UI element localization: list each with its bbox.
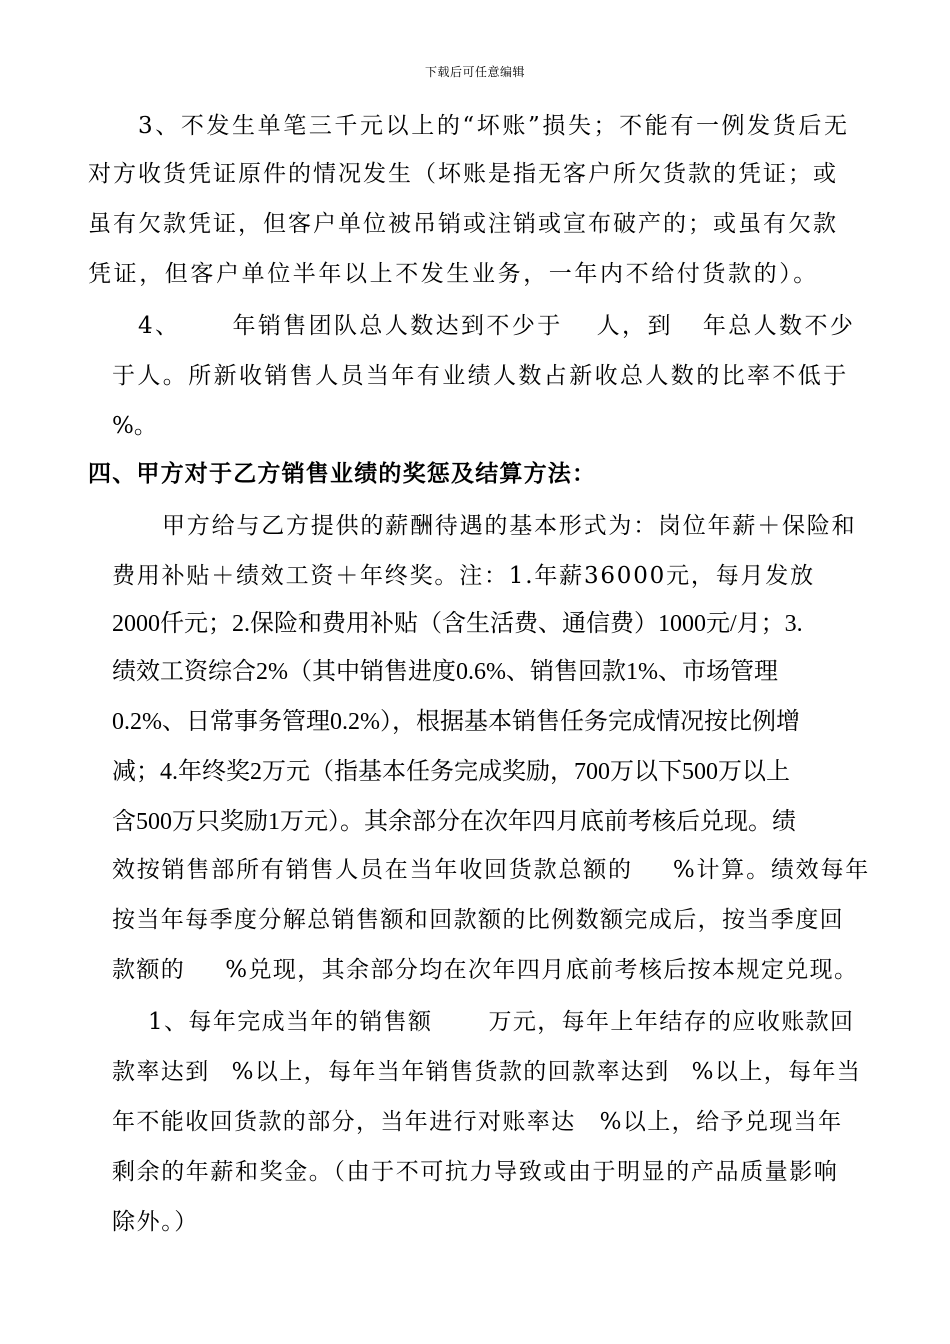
item1-line4: 剩余的年薪和奖金。（由于不可抗力导致或由于明显的产品质量影响	[112, 1159, 839, 1185]
para-line1: 甲方给与乙方提供的薪酬待遇的基本形式为：岗位年薪＋保险和	[162, 513, 857, 539]
item4-text-c: 年总人数不少	[702, 313, 856, 339]
item1-line2-b: %以上，每年当年销售货款的回款率达到	[231, 1059, 670, 1085]
item3-line4: 凭证，但客户单位半年以上不发生业务，一年内不给付货款的）。	[88, 261, 819, 287]
item1-line2-c: %以上，每年当	[691, 1059, 862, 1085]
para-line10	[112, 954, 858, 986]
para-line4: 绩效工资综合2%（其中销售进度0.6%、销售回款1%、市场管理	[112, 659, 778, 685]
item4-line1	[138, 310, 855, 342]
item3-line1: 3、不发生单笔三千元以上的“坏账”损失；不能有一例发货后无	[138, 113, 850, 139]
para-line9: 按当年每季度分解总销售额和回款额的比例数额完成后，按当季度回	[112, 907, 844, 933]
para-line8	[112, 854, 870, 886]
item4-line2: 于人。所新收销售人员当年有业绩人数占新收总人数的比率不低于	[112, 363, 849, 389]
page-header: 下载后可任意编辑	[424, 65, 525, 79]
para-line2: 费用补贴＋绩效工资＋年终奖。注：1.年薪36000元，每月发放	[112, 563, 815, 589]
para-line8-b: %计算。绩效每年	[672, 857, 871, 883]
item1-line5: 除外。）	[112, 1209, 199, 1235]
item1-line2-a: 款率达到	[112, 1059, 210, 1085]
item1-line1-b: 万元，每年上年结存的应收账款回	[488, 1009, 855, 1035]
item1-line3-b: %以上，给予兑现当年	[599, 1109, 843, 1135]
item4-text-a: 年销售团队总人数达到不少于	[232, 313, 563, 339]
para-line10-a: 款额的	[112, 957, 186, 983]
item1-line1-a: 1、每年完成当年的销售额	[148, 1009, 433, 1035]
item4-line3: %。	[112, 413, 157, 439]
para-line3: 2000仟元；2.保险和费用补贴（含生活费、通信费）1000元/月；3.	[112, 611, 803, 637]
para-line7: 含500万只奖励1万元）。其余部分在次年四月底前考核后兑现。绩	[112, 809, 796, 835]
para-line8-a: 效按销售部所有销售人员在当年收回货款总额的	[112, 857, 633, 883]
item3-line3: 虽有欠款凭证，但客户单位被吊销或注销或宣布破产的；或虽有欠款	[88, 211, 838, 237]
item3-line2: 对方收货凭证原件的情况发生（坏账是指无客户所欠货款的凭证；或	[88, 161, 838, 187]
item1-line2	[112, 1056, 861, 1088]
para-line6: 减；4.年终奖2万元（指基本任务完成奖励，700万以下500万以上	[112, 759, 790, 785]
section-heading-4: 四、甲方对于乙方销售业绩的奖惩及结算方法：	[88, 461, 597, 487]
item1-line1	[148, 1006, 854, 1038]
para-line5: 0.2%、日常事务管理0.2%），根据基本销售任务完成情况按比例增	[112, 709, 800, 735]
item1-line3	[112, 1106, 842, 1138]
item4-number: 4、	[138, 313, 181, 339]
para-line10-b: %兑现，其余部分均在次年四月底前考核后按本规定兑现。	[225, 957, 859, 983]
item1-line3-a: 年不能收回货款的部分，当年进行对账率达	[112, 1109, 576, 1135]
item4-text-b: 人，到	[596, 313, 673, 339]
